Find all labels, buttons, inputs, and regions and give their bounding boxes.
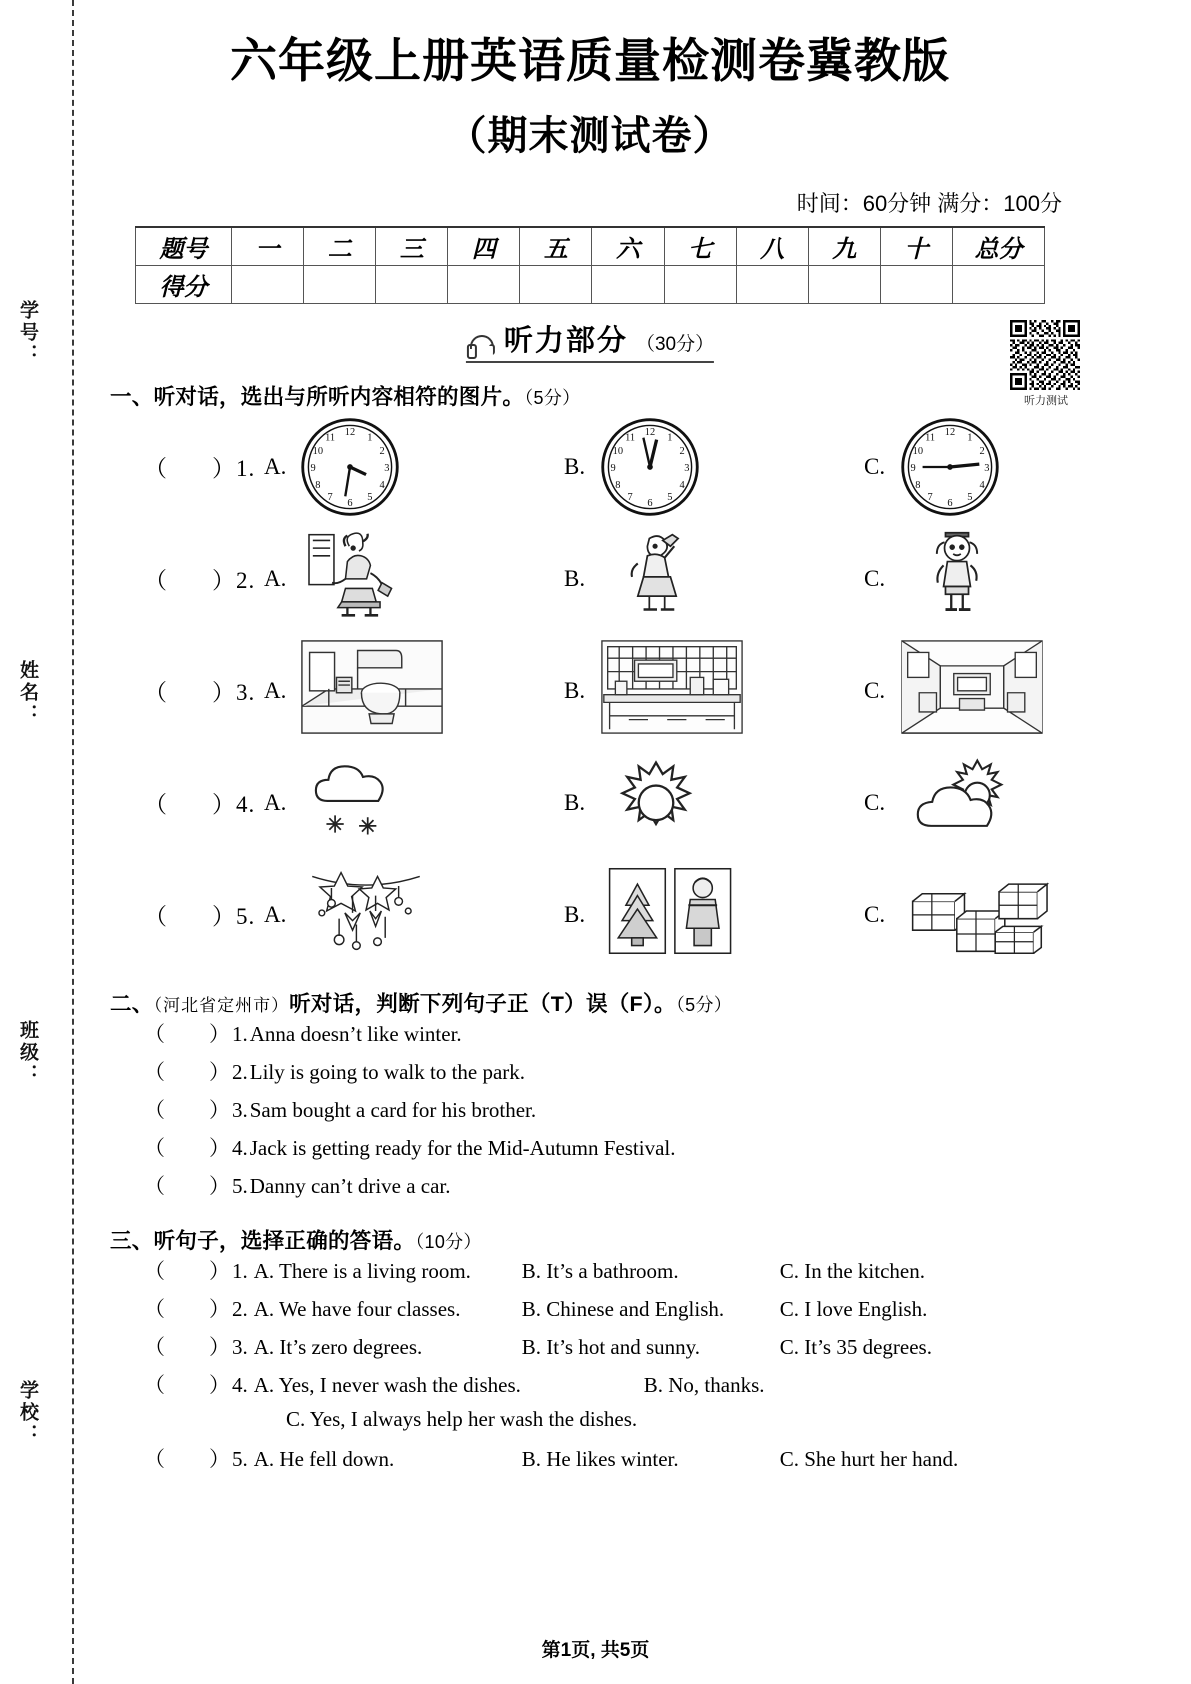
svg-text:5: 5 [667, 491, 673, 503]
section-2-region-tag: （河北省定州市） [153, 995, 290, 1015]
q2-option-c[interactable] [864, 527, 1058, 631]
svg-text:3: 3 [684, 462, 690, 474]
svg-text:4: 4 [379, 479, 385, 491]
s2-item-4-blank[interactable]: （ ） [144, 1135, 230, 1160]
section-2-heading-text: 听对话，判断下列句子正（T）误（F）。 [289, 991, 676, 1016]
svg-text:6: 6 [647, 497, 653, 509]
q1-option-b-letter: B. [564, 453, 586, 479]
s2-item-2-blank[interactable]: （ ） [144, 1059, 230, 1084]
score-table-col-9: 九 [808, 227, 880, 265]
svg-text:1: 1 [367, 432, 373, 444]
svg-text:11: 11 [925, 432, 936, 444]
sun-icon [598, 751, 758, 855]
s3-item-1 [144, 1255, 1070, 1293]
score-table-col-2: 二 [304, 227, 376, 265]
s3-item-2-blank[interactable]: （ ） [144, 1296, 230, 1321]
q5-option-b[interactable] [564, 863, 864, 967]
q1-option-b[interactable] [564, 415, 864, 519]
svg-text:2: 2 [979, 445, 985, 457]
svg-text:11: 11 [625, 432, 636, 444]
qr-code-icon[interactable] [1010, 320, 1080, 390]
svg-text:2: 2 [379, 445, 385, 457]
svg-text:5: 5 [367, 491, 373, 503]
decorations-icon [298, 863, 458, 967]
s2-item-3-text: Sam bought a card for his brother. [249, 1097, 537, 1122]
q3-option-b-letter: B. [564, 677, 586, 703]
section-2-heading [110, 987, 1070, 1018]
q5-option-b-letter: B. [564, 901, 586, 927]
q4-option-c-letter: C. [864, 789, 886, 815]
s2-item-5-text: Danny can’t drive a car. [249, 1173, 451, 1198]
q3-option-c-letter: C. [864, 677, 886, 703]
living-room-icon [898, 639, 1058, 743]
s3-item-4-option-a[interactable]: A. Yes, I never wash the dishes. [253, 1372, 521, 1397]
svg-text:12: 12 [344, 426, 356, 438]
s2-item-1 [144, 1018, 1070, 1056]
s3-item-5-blank[interactable]: （ ） [144, 1446, 230, 1471]
score-cell-1[interactable] [232, 265, 304, 303]
svg-text:6: 6 [947, 497, 953, 509]
q5-option-a[interactable] [264, 863, 564, 967]
s2-item-5-num: 5. [232, 1173, 248, 1198]
s3-item-2 [144, 1293, 1070, 1331]
svg-text:8: 8 [615, 479, 621, 491]
svg-text:8: 8 [915, 479, 921, 491]
score-table [135, 226, 1045, 304]
s2-item-4-text: Jack is getting ready for the Mid-Autumn Festival. [249, 1135, 676, 1160]
section-3-points: （10分） [415, 1231, 482, 1252]
s3-item-1-num: 1. [232, 1258, 248, 1283]
page-footer: 第1页, 共5页 [541, 1640, 650, 1661]
q4-answer-blank[interactable]: （ ）4. [144, 792, 256, 818]
q4-option-b-letter: B. [564, 789, 586, 815]
score-cell-10[interactable] [880, 265, 952, 303]
s3-item-2-option-b[interactable]: B. Chinese and English. [521, 1296, 725, 1321]
exam-meta-info: 时间：60分钟 满分：100分 [796, 191, 1062, 217]
svg-text:7: 7 [627, 491, 633, 503]
qr-code-caption: 听力测试 [1024, 394, 1068, 407]
q5-option-c-letter: C. [864, 901, 886, 927]
sun-cloud-icon [898, 751, 1058, 855]
s2-item-3-num: 3. [232, 1097, 248, 1122]
score-cell-8[interactable] [736, 265, 808, 303]
score-table-col-10: 十 [880, 227, 952, 265]
s3-item-5-option-c[interactable]: C. She hurt her hand. [779, 1446, 959, 1471]
kitchen-icon [598, 639, 758, 743]
svg-text:10: 10 [612, 445, 624, 457]
s3-item-4-option-b[interactable]: B. No, thanks. [643, 1372, 765, 1397]
svg-text:12: 12 [944, 426, 956, 438]
svg-text:11: 11 [325, 432, 336, 444]
page-title: 六年级上册英语质量检测卷冀教版 [230, 34, 950, 87]
q1-option-c-letter: C. [864, 453, 886, 479]
s3-item-2-option-a[interactable]: A. We have four classes. [253, 1296, 461, 1321]
q4-option-b[interactable] [564, 751, 864, 855]
svg-text:9: 9 [310, 462, 316, 474]
section-1-points: （5分） [524, 387, 581, 408]
q3-option-c[interactable] [864, 639, 1058, 743]
s3-item-5-num: 5. [232, 1446, 248, 1471]
svg-text:7: 7 [327, 491, 333, 503]
exam-page [110, 0, 1070, 1684]
analog-clock-icon [298, 415, 458, 519]
s3-item-3-option-a[interactable]: A. It’s zero degrees. [253, 1334, 423, 1359]
girl-sitting-icon [298, 527, 458, 631]
score-cell-3[interactable] [376, 265, 448, 303]
s2-item-2 [144, 1056, 1070, 1094]
q3-option-a-letter: A. [264, 677, 287, 703]
score-table-header-row [136, 227, 1045, 265]
q2-row [144, 523, 1070, 635]
score-cell-5[interactable] [520, 265, 592, 303]
q2-option-c-letter: C. [864, 565, 886, 591]
score-table-col-4: 四 [448, 227, 520, 265]
svg-text:7: 7 [927, 491, 933, 503]
s3-item-2-num: 2. [232, 1296, 248, 1321]
section-3-heading-text: 三、听句子，选择正确的答语。 [110, 1228, 416, 1253]
s3-item-3-blank[interactable]: （ ） [144, 1334, 230, 1359]
svg-text:1: 1 [667, 432, 673, 444]
q2-answer-blank[interactable]: （ ）2. [144, 568, 256, 594]
s3-item-3-option-b[interactable]: B. It’s hot and sunny. [521, 1334, 701, 1359]
s2-item-3 [144, 1094, 1070, 1132]
headphone-icon [466, 333, 496, 359]
score-table-row-label-number: 题号 [136, 227, 232, 265]
svg-text:10: 10 [912, 445, 924, 457]
q1-option-a-letter: A. [264, 453, 287, 479]
section-1-heading-text: 一、听对话，选出与所听内容相符的图片。 [110, 384, 525, 409]
score-cell-9[interactable] [808, 265, 880, 303]
gift-boxes-icon [898, 863, 1058, 967]
score-table-col-1: 一 [232, 227, 304, 265]
analog-clock-icon [898, 415, 1058, 519]
bathroom-icon [298, 639, 458, 743]
q2-option-a[interactable] [264, 527, 564, 631]
s3-item-5-option-a[interactable]: A. He fell down. [253, 1446, 395, 1471]
qr-code-block[interactable] [1010, 320, 1082, 408]
q3-row [144, 635, 1070, 747]
q4-option-a[interactable] [264, 751, 564, 855]
q4-row [144, 747, 1070, 859]
svg-text:3: 3 [984, 462, 990, 474]
section-3-heading [110, 1224, 1070, 1255]
s3-item-4-blank[interactable]: （ ） [144, 1372, 230, 1397]
svg-text:9: 9 [610, 462, 616, 474]
score-table-col-3: 三 [376, 227, 448, 265]
svg-text:5: 5 [967, 491, 973, 503]
s3-item-3-option-c[interactable]: C. It’s 35 degrees. [779, 1334, 932, 1359]
score-table-col-6: 六 [592, 227, 664, 265]
s3-item-5 [144, 1443, 1070, 1481]
q5-option-a-letter: A. [264, 901, 287, 927]
q3-option-a[interactable] [264, 639, 564, 743]
svg-text:1: 1 [967, 432, 973, 444]
listening-banner-points: （30分） [635, 333, 715, 355]
s2-item-2-num: 2. [232, 1059, 248, 1084]
girl-standing-icon [898, 527, 1058, 631]
s2-item-2-text: Lily is going to walk to the park. [249, 1059, 526, 1084]
q3-option-b[interactable] [564, 639, 864, 743]
s3-item-1-blank[interactable]: （ ） [144, 1258, 230, 1283]
section-2-heading-num: 二、 [110, 991, 154, 1016]
q3-answer-blank[interactable]: （ ）3. [144, 680, 256, 706]
s2-item-4-num: 4. [232, 1135, 248, 1160]
score-cell-2[interactable] [304, 265, 376, 303]
svg-text:4: 4 [679, 479, 685, 491]
q1-answer-blank[interactable]: （ ）1. [144, 456, 256, 482]
s3-item-3 [144, 1331, 1070, 1369]
s3-item-3-num: 3. [232, 1334, 248, 1359]
snow-cloud-icon [298, 751, 458, 855]
svg-text:6: 6 [347, 497, 353, 509]
s3-item-4 [144, 1369, 1070, 1407]
person-drinking-icon [598, 527, 758, 631]
listening-banner-text: 听力部分 [503, 324, 628, 357]
svg-text:12: 12 [644, 426, 656, 438]
q1-option-a[interactable] [264, 415, 564, 519]
s2-item-4 [144, 1132, 1070, 1170]
side-label-student-id: 学号： [17, 300, 38, 366]
side-label-school: 学校： [17, 1380, 38, 1446]
listening-section-banner [466, 318, 714, 363]
score-cell-total[interactable] [953, 265, 1045, 303]
s2-item-1-num: 1. [232, 1021, 248, 1046]
q1-option-c[interactable] [864, 415, 1058, 519]
page-subtitle: （期末测试卷） [446, 114, 734, 159]
s3-item-4-num: 4. [232, 1372, 248, 1397]
s3-item-2-option-c[interactable]: C. I love English. [779, 1296, 928, 1321]
score-table-score-row [136, 265, 1045, 303]
s3-item-1-option-a[interactable]: A. There is a living room. [253, 1258, 471, 1283]
greeting-cards-icon [598, 863, 758, 967]
q2-option-a-letter: A. [264, 565, 287, 591]
score-table-col-8: 八 [736, 227, 808, 265]
score-table-col-7: 七 [664, 227, 736, 265]
s3-item-5-option-b[interactable]: B. He likes winter. [521, 1446, 679, 1471]
binding-dashed-line [72, 0, 74, 1684]
score-table-col-total: 总分 [953, 227, 1045, 265]
svg-text:2: 2 [679, 445, 685, 457]
s2-item-5-blank[interactable]: （ ） [144, 1173, 230, 1198]
svg-text:10: 10 [312, 445, 324, 457]
q2-option-b[interactable] [564, 527, 864, 631]
svg-text:4: 4 [979, 479, 985, 491]
s3-item-4-option-c[interactable]: C. Yes, I always help her wash the dishes. [286, 1406, 638, 1431]
q4-option-c[interactable] [864, 751, 1058, 855]
s2-item-1-blank[interactable]: （ ） [144, 1021, 230, 1046]
score-table-row-label-score: 得分 [136, 265, 232, 303]
section-1-heading [110, 380, 1070, 411]
s2-item-5 [144, 1170, 1070, 1208]
s3-item-1-option-b[interactable]: B. It’s a bathroom. [521, 1258, 679, 1283]
side-label-name: 姓名： [17, 660, 38, 726]
s2-item-1-text: Anna doesn’t like winter. [249, 1021, 462, 1046]
score-cell-6[interactable] [592, 265, 664, 303]
q5-row [144, 859, 1070, 971]
svg-text:9: 9 [910, 462, 916, 474]
analog-clock-icon [598, 415, 758, 519]
q5-option-c[interactable] [864, 863, 1058, 967]
side-label-class: 班级： [17, 1020, 38, 1086]
q4-option-a-letter: A. [264, 789, 287, 815]
score-cell-7[interactable] [664, 265, 736, 303]
score-table-col-5: 五 [520, 227, 592, 265]
s3-item-1-option-c[interactable]: C. In the kitchen. [779, 1258, 925, 1283]
section-2-points: （5分） [675, 994, 733, 1015]
s2-item-3-blank[interactable]: （ ） [144, 1097, 230, 1122]
q2-option-b-letter: B. [564, 565, 586, 591]
svg-text:3: 3 [384, 462, 390, 474]
svg-text:8: 8 [315, 479, 321, 491]
q1-row [144, 411, 1070, 523]
q5-answer-blank[interactable]: （ ）5. [144, 904, 256, 930]
score-cell-4[interactable] [448, 265, 520, 303]
